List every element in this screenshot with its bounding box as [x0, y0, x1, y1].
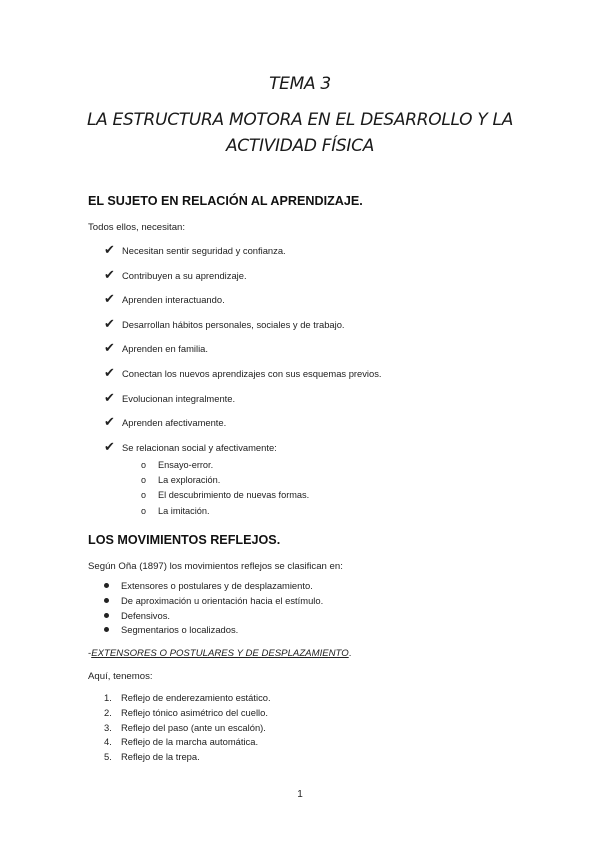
bullet-dot-icon	[104, 627, 109, 632]
check-mark-icon: ✔	[104, 242, 115, 257]
document-title-line1: LA ESTRUCTURA MOTORA EN EL DESARROLLO Y LA	[86, 110, 514, 130]
check-mark-icon: ✔	[104, 389, 115, 405]
bullet-dot-icon	[104, 598, 109, 603]
check-mark-icon: ✔	[104, 315, 115, 331]
section2-heading: LOS MOVIMIENTOS REFLEJOS.	[88, 533, 281, 547]
bullet-dot-icon	[104, 613, 109, 618]
check-mark-icon: ✔	[104, 364, 115, 380]
circle-bullet-icon: o	[141, 460, 147, 470]
check-mark-icon: ✔	[104, 438, 115, 454]
page-number: 1	[297, 789, 303, 800]
check-mark-icon: ✔	[104, 266, 115, 282]
subsection-heading: -EXTENSORES O POSTULARES Y DE DESPLAZAMIENTO.	[88, 648, 352, 659]
section1-heading: EL SUJETO EN RELACIÓN AL APRENDIZAJE.	[88, 194, 363, 208]
check-mark-icon: ✔	[104, 340, 115, 356]
document-title-line2: ACTIVIDAD FÍSICA	[225, 136, 375, 156]
check-mark-icon: ✔	[104, 291, 115, 307]
circle-bullet-icon: o	[141, 505, 147, 516]
circle-bullet-icon: o	[141, 490, 147, 501]
bullet-dot-icon	[104, 583, 109, 588]
check-mark-icon: ✔	[104, 414, 115, 430]
section2-intro: Según Oña (1897) los movimientos reflejos se clasifican en:	[88, 561, 343, 572]
tema-label: TEMA 3	[269, 74, 331, 94]
section1-intro: Todos ellos, necesitan:	[88, 222, 186, 233]
aqui-tenemos: Aquí, tenemos:	[88, 671, 153, 682]
circle-bullet-icon: o	[141, 475, 147, 486]
